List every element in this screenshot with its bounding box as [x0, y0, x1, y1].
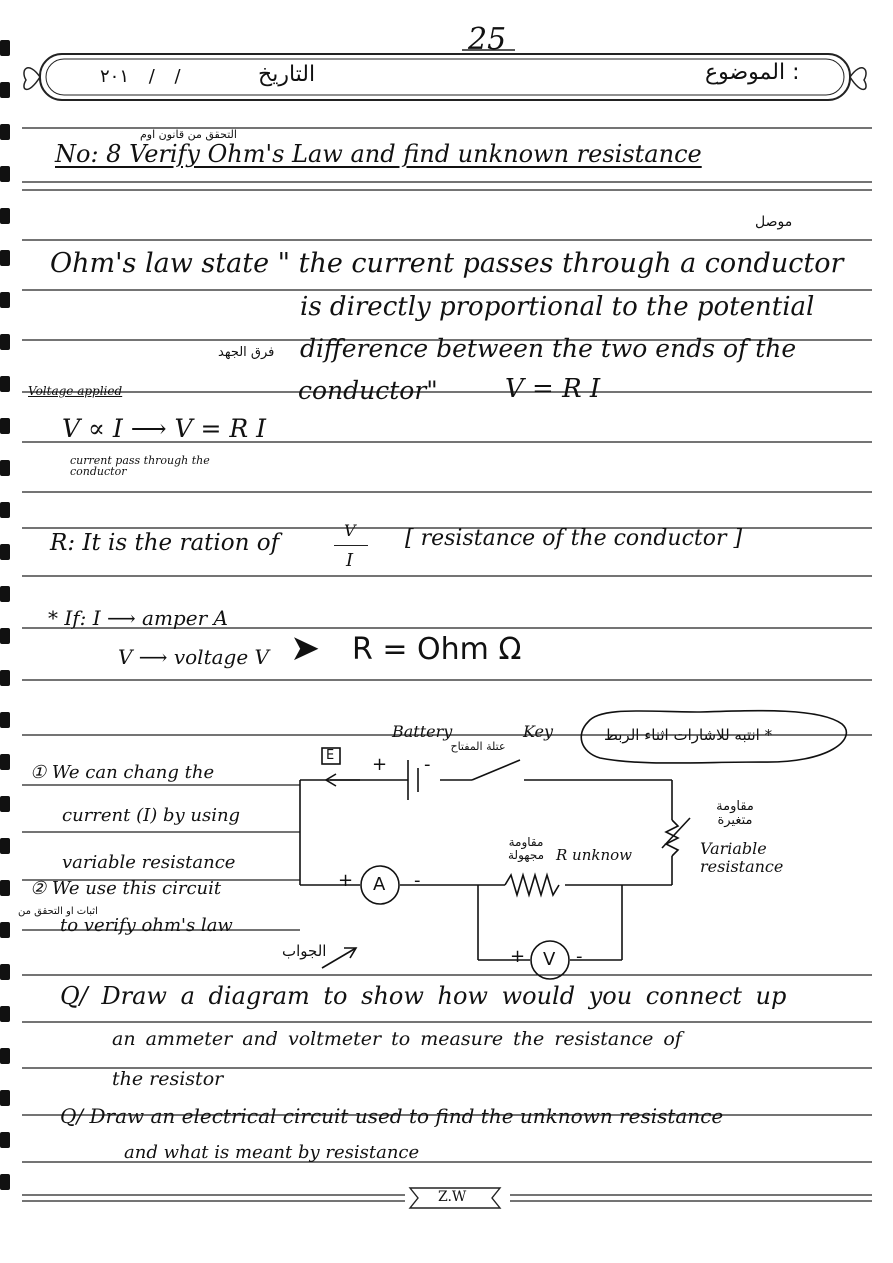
voltmeter-label: V — [543, 949, 556, 970]
question-2-line-1: Q/ Draw an electrical circuit used to find the unknown resistance — [60, 1104, 724, 1128]
r-definition-text: R: It is the ration of — [50, 530, 280, 556]
variable-resistance-label: Variable resistance — [700, 839, 784, 876]
proportion-relation: V ∝ I ⟶ V = R I — [62, 414, 267, 443]
question-1-line-3: the resistor — [112, 1068, 224, 1090]
answer-arabic: الجواب — [282, 942, 327, 960]
key-arabic-label: عتلة المفتاح — [450, 740, 506, 753]
note-2-line-2: to verify ohm's law — [60, 915, 233, 936]
unknown-resistance-arabic: مقاومة مجهولة — [508, 835, 544, 862]
page-number: 25 — [468, 22, 507, 57]
units-arrow: ➤ — [290, 628, 321, 669]
date-value: ٢٠١ / / — [100, 66, 181, 87]
statement-arabic-difference: فرق الجهد — [218, 345, 275, 360]
units-result: R = Ohm Ω — [352, 632, 522, 667]
statement-line-1: Ohm's law state " the current passes through a conductor — [50, 248, 844, 279]
ohms-formula: V = R I — [505, 374, 601, 404]
battery-plus: + — [372, 754, 388, 775]
arabic-note-conductor: موصل — [755, 214, 793, 230]
experiment-title: No: 8 Verify Ohm's Law and find unknown resistance — [55, 140, 702, 168]
circuit-note-arabic: انتبه للاشارات اثناء الربط * — [604, 726, 773, 744]
voltmeter-plus: + — [510, 946, 526, 967]
statement-line-3: difference between the two ends of the — [300, 334, 797, 363]
date-label: التاريخ — [258, 62, 316, 87]
question-1-line-1: Q/ Draw a diagram to show how would you connect up — [60, 982, 787, 1010]
r-fraction-denominator: I — [346, 550, 354, 571]
question-2-line-2: and what is meant by resistance — [124, 1142, 420, 1163]
note-2-arabic: اثبات او التحقق من — [18, 906, 98, 917]
r-definition-bracket: [ resistance of the conductor ] — [405, 526, 743, 551]
note-2-line-1: ② We use this circuit — [30, 878, 222, 899]
statement-line-4: conductor" — [298, 376, 438, 405]
variable-resistance-arabic: مقاومة متغيرة — [716, 799, 754, 828]
current-note: current pass through the conductor — [70, 454, 210, 478]
footer-signature: Z.W — [438, 1189, 467, 1205]
key-label: Key — [523, 722, 554, 741]
units-line-2: V ⟶ voltage V — [118, 645, 269, 669]
statement-line-2: is directly proportional to the potential — [300, 292, 815, 322]
subject-label: الموضوع : — [705, 60, 800, 85]
unknown-resistance-label: R unknow — [556, 846, 633, 864]
circuit-e-label: E — [326, 748, 335, 763]
note-1-line-2: current (I) by using — [62, 805, 241, 826]
question-1-line-2: an ammeter and voltmeter to measure the resistance of — [112, 1028, 682, 1050]
voltage-applied-note: Voltage applied — [28, 384, 123, 398]
note-1-line-3: variable resistance — [62, 852, 236, 873]
units-line-1: * If: I ⟶ amper A — [48, 606, 228, 630]
ammeter-plus: + — [338, 870, 354, 891]
voltmeter-minus: - — [576, 946, 583, 967]
ammeter-label: A — [373, 874, 386, 895]
note-1-line-1: ① We can chang the — [30, 762, 215, 783]
battery-label: Battery — [392, 722, 453, 741]
ammeter-minus: - — [414, 870, 421, 891]
title-arabic-note: التحقق من قانون اوم — [140, 128, 237, 141]
r-fraction-numerator: V — [344, 521, 356, 540]
battery-minus: - — [424, 754, 431, 775]
